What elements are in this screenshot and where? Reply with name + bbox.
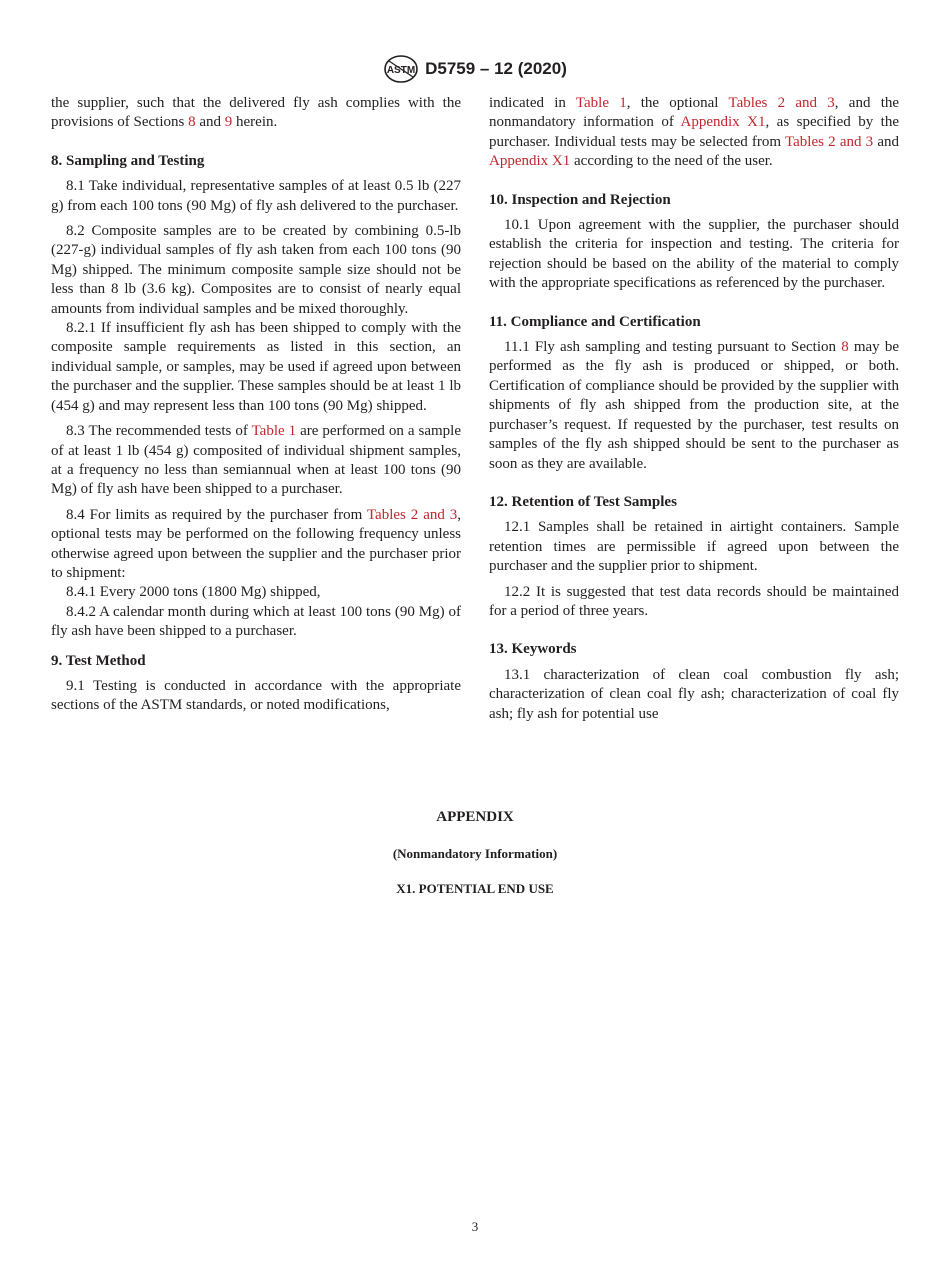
paragraph-continued-right: indicated in Table 1, the optional Tables 2 and 3, and the nonmandatory information of Appendix X1, as specified by the purchaser. Individual tests may be selected from Tables 2 and 3 and Appendix X1 according to the need of the user. [489,95,900,170]
appendix-x1-link[interactable]: Appendix X1 [680,114,766,131]
section-11-heading: 11. Compliance and Certification [489,313,701,330]
section-13-heading: 13. Keywords [489,641,577,658]
appendix-title: APPENDIX [436,809,514,825]
paragraph-8-4-1: 8.4.1 Every 2000 tons (1800 Mg) shipped, [66,584,321,601]
section-9-link[interactable]: 9 [224,114,233,131]
astm-logo [383,54,419,84]
paragraph-8-3: 8.3 The recommended tests of Table 1 are performed on a sample of at least 1 lb (454 g) composited of individual shipment samples, at a frequency no less than semiannual when at least 100 tons (90 Mg) of fly ash have been shipped to a purchaser. [51,423,461,498]
left-column [51,94,461,716]
appendix-x1-heading: X1. POTENTIAL END USE [396,881,554,896]
paragraph-8-1: 8.1 Take individual, representative samples of at least 0.5 lb (227 g) from each 100 tons (90 Mg) of fly ash delivered to the purchaser. [51,178,461,214]
table-1-link[interactable]: Table 1 [251,423,297,440]
tables-2-3-link[interactable]: Tables 2 and 3 [728,95,835,111]
paragraph-13-1: 13.1 characterization of clean coal combustion fly ash; characterization of clean coal fly ash; characterization of coal fly ash; fly ash for potential use [489,666,899,722]
appendix-subtitle: (Nonmandatory Information) [392,846,558,861]
table-1-link[interactable]: Table 1 [575,95,627,111]
section-10-heading: 10. Inspection and Rejection [489,191,671,208]
paragraph-8-4-2: 8.4.2 A calendar month during which at least 100 tons (90 Mg) of fly ash have been shipped to a purchaser. [51,603,461,640]
document-id: D5759 – 12 (2020) [425,59,567,78]
page-header [0,54,950,89]
paragraph-8-2-1: 8.2.1 If insufficient fly ash has been shipped to comply with the composite sample requirements as listed in this section, an individual sample, or samples, may be used if agreed upon between the purchaser and the supplier. These samples should be at least 1 lb (454 g) and may represent less than 100 tons (90 Mg) shipped. [51,320,461,414]
paragraph-11-1: 11.1 Fly ash sampling and testing pursuant to Section 8 may be performed as the fly ash is produced or shipped, or both. Certification of compliance should be provided by the supplier with shipments of fly ash shipped from the production site, at the purchaser’s request. If requested by the purchaser, test results on samples of the fly ash shipped should be sent to the purchaser as soon as they are available. [489,339,900,472]
paragraph-10-1: 10.1 Upon agreement with the supplier, the purchaser should establish the criteria for inspection and testing. The criteria for rejection should be based on the ability of the material to comply with the appropriate specifications as referenced by the purchaser. [489,217,899,292]
section-8-heading: 8. Sampling and Testing [51,152,205,169]
paragraph-9-1: 9.1 Testing is conducted in accordance with the appropriate sections of the ASTM standards, or noted modifications, [51,677,461,714]
paragraph-8-4: 8.4 For limits as required by the purchaser from Tables 2 and 3, optional tests may be performed on the following frequency unless otherwise agreed upon between the supplier and the purchaser prior to shipment: [51,506,462,581]
tables-2-3-link[interactable]: Tables 2 and 3 [366,506,458,523]
paragraph-8-2: 8.2 Composite samples are to be created by combining 0.5-lb (227-g) individual samples of fly ash taken from each 100 tons (90 Mg) shipped. The minimum composite sample size should not be less than 8 lb (3.6 kg). Composites are to consist of nearly equal amounts from individual samples and be mixed thoroughly. [51,223,461,317]
section-8-link[interactable]: 8 [188,114,196,131]
section-8-link[interactable]: 8 [841,339,849,356]
tables-2-3-link[interactable]: Tables 2 and 3 [785,133,874,150]
right-column [489,94,899,724]
appendix-x1-link[interactable]: Appendix X1 [489,153,571,170]
paragraph-12-1: 12.1 Samples shall be retained in airtight containers. Sample retention times are permissible if agreed upon between the purchaser and the supplier prior to shipment. [489,519,899,575]
paragraph-continued: the supplier, such that the delivered fly ash complies with the provisions of Sections 8 and 9 herein. [51,95,461,131]
section-12-heading: 12. Retention of Test Samples [489,493,677,510]
page-number: 3 [471,1219,479,1234]
svg-text:ASTM: ASTM [386,65,416,76]
section-9-heading: 9. Test Method [51,652,146,669]
paragraph-12-2: 12.2 It is suggested that test data records should be maintained for a period of three years. [489,583,899,619]
